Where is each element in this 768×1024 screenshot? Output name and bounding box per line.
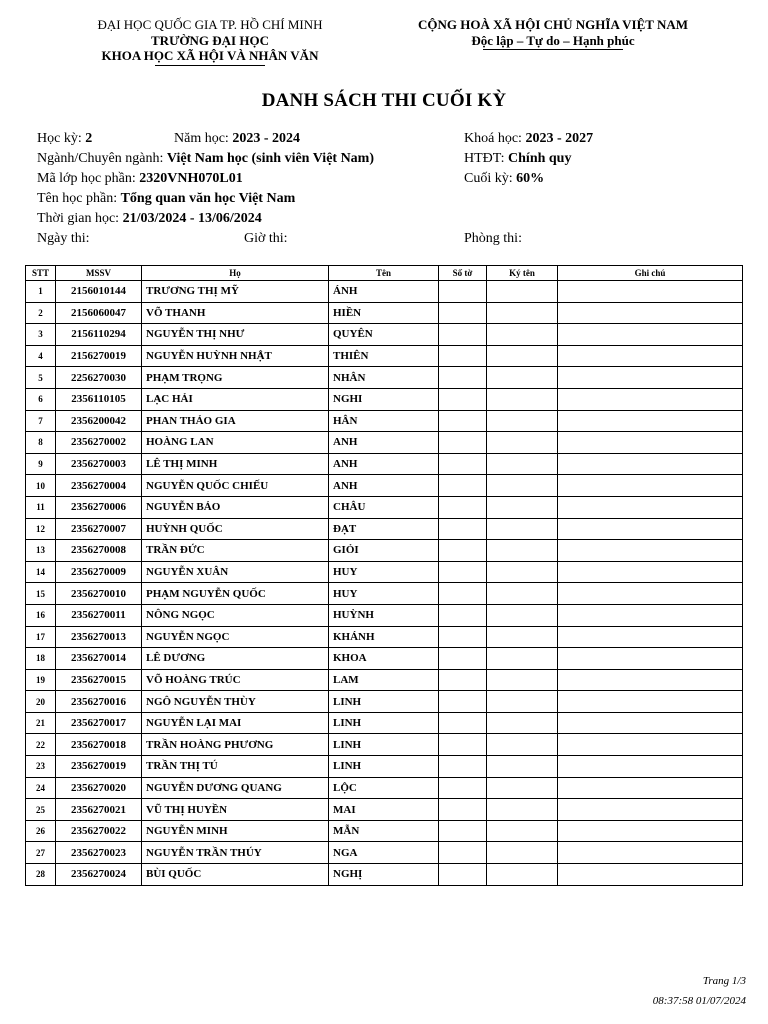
cell-ky-ten — [487, 604, 558, 626]
cell-ky-ten — [487, 540, 558, 562]
cell-ghi-chu — [558, 345, 743, 367]
cell-ho: VÕ THANH — [142, 302, 329, 324]
table-row — [26, 410, 743, 432]
cell-mssv: 2356270016 — [56, 691, 142, 713]
cell-ten: HUY — [329, 561, 439, 583]
cell-so-to — [439, 540, 487, 562]
cell-stt: 28 — [26, 864, 56, 886]
table-row — [26, 432, 743, 454]
cell-ho: TRẦN HOÀNG PHƯƠNG — [142, 734, 329, 756]
cell-ho: NÔNG NGỌC — [142, 604, 329, 626]
column-header-ky-ten: Ký tên — [487, 266, 558, 281]
cell-ky-ten — [487, 691, 558, 713]
table-row — [26, 453, 743, 475]
info-nganh: Ngành/Chuyên ngành: Việt Nam học (sinh viên Việt Nam) — [37, 151, 375, 166]
cell-so-to — [439, 345, 487, 367]
cell-stt: 26 — [26, 820, 56, 842]
column-header-mssv: MSSV — [56, 266, 142, 281]
cell-ky-ten — [487, 432, 558, 454]
cell-mssv: 2356110105 — [56, 388, 142, 410]
cell-ten: HIỀN — [329, 302, 439, 324]
cell-ghi-chu — [558, 410, 743, 432]
cell-mssv: 2156270019 — [56, 345, 142, 367]
cell-mssv: 2356270004 — [56, 475, 142, 497]
column-header-ghi-chu: Ghi chú — [558, 266, 743, 281]
cell-ghi-chu — [558, 518, 743, 540]
cell-ho: NGUYỄN NGỌC — [142, 626, 329, 648]
cell-ghi-chu — [558, 388, 743, 410]
cell-ghi-chu — [558, 540, 743, 562]
cell-mssv: 2356270022 — [56, 820, 142, 842]
cell-ho: NGUYỄN DƯƠNG QUANG — [142, 777, 329, 799]
cell-ten: HÂN — [329, 410, 439, 432]
cell-mssv: 2356270023 — [56, 842, 142, 864]
cell-ky-ten — [487, 756, 558, 778]
cell-ho: NGUYỄN LẠI MAI — [142, 712, 329, 734]
cell-stt: 2 — [26, 302, 56, 324]
cell-ky-ten — [487, 410, 558, 432]
cell-stt: 6 — [26, 388, 56, 410]
cell-ho: HOÀNG LAN — [142, 432, 329, 454]
cell-ghi-chu — [558, 799, 743, 821]
cell-so-to — [439, 302, 487, 324]
info-nam-hoc: Năm học: 2023 - 2024 — [174, 131, 300, 146]
cell-mssv: 2356270008 — [56, 540, 142, 562]
cell-ky-ten — [487, 842, 558, 864]
cell-so-to — [439, 734, 487, 756]
cell-ky-ten — [487, 648, 558, 670]
student-roster-table — [25, 265, 743, 886]
cell-ho: HUỲNH QUỐC — [142, 518, 329, 540]
cell-stt: 1 — [26, 281, 56, 303]
cell-ten: NGHI — [329, 388, 439, 410]
info-cuoi-ky: Cuối kỳ: 60% — [464, 171, 545, 186]
print-timestamp: 08:37:58 01/07/2024 — [652, 995, 746, 1007]
cell-ho: TRẦN THỊ TÚ — [142, 756, 329, 778]
cell-ky-ten — [487, 561, 558, 583]
cell-stt: 19 — [26, 669, 56, 691]
cell-ghi-chu — [558, 496, 743, 518]
cell-mssv: 2356270006 — [56, 496, 142, 518]
cell-mssv: 2256270030 — [56, 367, 142, 389]
table-row — [26, 648, 743, 670]
table-row — [26, 561, 743, 583]
cell-so-to — [439, 496, 487, 518]
cell-ky-ten — [487, 626, 558, 648]
cell-ten: LINH — [329, 712, 439, 734]
national-motto: Độc lập – Tự do – Hạnh phúc — [471, 32, 635, 48]
cell-ghi-chu — [558, 648, 743, 670]
cell-so-to — [439, 367, 487, 389]
cell-so-to — [439, 324, 487, 346]
column-header-stt: STT — [26, 266, 56, 281]
cell-ghi-chu — [558, 820, 743, 842]
cell-ten: MẪN — [329, 820, 439, 842]
cell-ky-ten — [487, 820, 558, 842]
cell-ghi-chu — [558, 864, 743, 886]
table-row — [26, 324, 743, 346]
cell-mssv: 2356270009 — [56, 561, 142, 583]
table-row — [26, 669, 743, 691]
cell-ten: LINH — [329, 756, 439, 778]
school-name: TRƯỜNG ĐẠI HỌC — [151, 32, 269, 48]
cell-mssv: 2356270019 — [56, 756, 142, 778]
cell-stt: 14 — [26, 561, 56, 583]
table-row — [26, 518, 743, 540]
cell-ghi-chu — [558, 281, 743, 303]
cell-ho: NGUYỄN THỊ NHƯ — [142, 324, 329, 346]
info-gio-thi: Giờ thi: — [244, 231, 288, 246]
cell-ky-ten — [487, 453, 558, 475]
cell-ky-ten — [487, 712, 558, 734]
table-row — [26, 777, 743, 799]
cell-mssv: 2356200042 — [56, 410, 142, 432]
cell-mssv: 2356270017 — [56, 712, 142, 734]
cell-so-to — [439, 432, 487, 454]
cell-ten: MAI — [329, 799, 439, 821]
cell-mssv: 2356270007 — [56, 518, 142, 540]
cell-mssv: 2356270021 — [56, 799, 142, 821]
cell-ho: PHẠM NGUYỄN QUỐC — [142, 583, 329, 605]
cell-stt: 17 — [26, 626, 56, 648]
cell-ho: NGÔ NGUYỄN THÙY — [142, 691, 329, 713]
cell-so-to — [439, 453, 487, 475]
cell-ho: BÙI QUỐC — [142, 864, 329, 886]
cell-mssv: 2156060047 — [56, 302, 142, 324]
table-row — [26, 799, 743, 821]
cell-ho: TRƯƠNG THỊ MỸ — [142, 281, 329, 303]
cell-so-to — [439, 820, 487, 842]
cell-mssv: 2356270015 — [56, 669, 142, 691]
cell-ho: NGUYỄN BẢO — [142, 496, 329, 518]
table-row — [26, 604, 743, 626]
cell-stt: 3 — [26, 324, 56, 346]
cell-so-to — [439, 626, 487, 648]
cell-ten: NGHỊ — [329, 864, 439, 886]
cell-so-to — [439, 864, 487, 886]
info-phong-thi: Phòng thi: — [464, 231, 522, 246]
page-number: Trang 1/3 — [702, 975, 746, 987]
cell-mssv: 2356270003 — [56, 453, 142, 475]
column-header-so-to: Số tờ — [439, 266, 487, 281]
table-row — [26, 712, 743, 734]
cell-ky-ten — [487, 799, 558, 821]
cell-ghi-chu — [558, 324, 743, 346]
cell-so-to — [439, 475, 487, 497]
info-ten-hp: Tên học phần: Tổng quan văn học Việt Nam — [37, 191, 296, 206]
cell-stt: 13 — [26, 540, 56, 562]
info-ma-lop: Mã lớp học phần: 2320VNH070L01 — [37, 171, 243, 186]
faculty-name: KHOA HỌC XÃ HỘI VÀ NHÂN VĂN — [101, 48, 319, 63]
cell-ten: ÁNH — [329, 281, 439, 303]
cell-so-to — [439, 518, 487, 540]
table-row — [26, 820, 743, 842]
cell-ky-ten — [487, 864, 558, 886]
table-row — [26, 302, 743, 324]
table-row — [26, 756, 743, 778]
table-row — [26, 345, 743, 367]
cell-ten: HUY — [329, 583, 439, 605]
cell-ghi-chu — [558, 475, 743, 497]
cell-ten: NHÂN — [329, 367, 439, 389]
document-title: DANH SÁCH THI CUỐI KỲ — [261, 90, 507, 111]
cell-so-to — [439, 777, 487, 799]
cell-ghi-chu — [558, 842, 743, 864]
cell-ky-ten — [487, 496, 558, 518]
cell-ky-ten — [487, 345, 558, 367]
cell-so-to — [439, 691, 487, 713]
cell-so-to — [439, 799, 487, 821]
cell-so-to — [439, 561, 487, 583]
cell-so-to — [439, 583, 487, 605]
cell-ky-ten — [487, 669, 558, 691]
cell-so-to — [439, 712, 487, 734]
cell-mssv: 2356270010 — [56, 583, 142, 605]
table-row — [26, 842, 743, 864]
cell-ghi-chu — [558, 453, 743, 475]
cell-stt: 22 — [26, 734, 56, 756]
cell-ky-ten — [487, 475, 558, 497]
cell-ho: PHAN THẢO GIA — [142, 410, 329, 432]
cell-ten: LINH — [329, 734, 439, 756]
cell-ten: KHÁNH — [329, 626, 439, 648]
cell-ho: NGUYỄN MINH — [142, 820, 329, 842]
cell-mssv: 2356270024 — [56, 864, 142, 886]
cell-ghi-chu — [558, 561, 743, 583]
cell-so-to — [439, 604, 487, 626]
cell-ten: LINH — [329, 691, 439, 713]
cell-ky-ten — [487, 734, 558, 756]
cell-ten: QUYÊN — [329, 324, 439, 346]
cell-stt: 25 — [26, 799, 56, 821]
cell-so-to — [439, 842, 487, 864]
cell-stt: 18 — [26, 648, 56, 670]
cell-stt: 27 — [26, 842, 56, 864]
cell-stt: 21 — [26, 712, 56, 734]
cell-stt: 9 — [26, 453, 56, 475]
cell-ghi-chu — [558, 302, 743, 324]
cell-ky-ten — [487, 518, 558, 540]
cell-stt: 15 — [26, 583, 56, 605]
cell-stt: 7 — [26, 410, 56, 432]
info-htdt: HTĐT: Chính quy — [464, 151, 572, 166]
table-row — [26, 864, 743, 886]
cell-ky-ten — [487, 583, 558, 605]
country-name: CỘNG HOÀ XÃ HỘI CHỦ NGHĨA VIỆT NAM — [417, 17, 689, 32]
cell-ghi-chu — [558, 756, 743, 778]
cell-ten: LAM — [329, 669, 439, 691]
cell-ghi-chu — [558, 712, 743, 734]
cell-stt: 5 — [26, 367, 56, 389]
cell-ten: THIÊN — [329, 345, 439, 367]
cell-ky-ten — [487, 388, 558, 410]
cell-ten: ANH — [329, 432, 439, 454]
university-name: ĐẠI HỌC QUỐC GIA TP. HỒ CHÍ MINH — [97, 17, 323, 32]
cell-stt: 24 — [26, 777, 56, 799]
cell-so-to — [439, 648, 487, 670]
cell-ten: CHÂU — [329, 496, 439, 518]
cell-so-to — [439, 388, 487, 410]
cell-so-to — [439, 669, 487, 691]
cell-ghi-chu — [558, 583, 743, 605]
cell-stt: 20 — [26, 691, 56, 713]
cell-ten: ĐẠT — [329, 518, 439, 540]
cell-ho: LÊ THỊ MINH — [142, 453, 329, 475]
cell-ghi-chu — [558, 777, 743, 799]
header-right — [398, 17, 708, 50]
table-row — [26, 540, 743, 562]
cell-ho: LẠC HẢI — [142, 388, 329, 410]
table-row — [26, 583, 743, 605]
cell-stt: 8 — [26, 432, 56, 454]
cell-so-to — [439, 281, 487, 303]
table-row — [26, 496, 743, 518]
table-row — [26, 281, 743, 303]
cell-ho: NGUYỄN XUÂN — [142, 561, 329, 583]
cell-ten: GIỎI — [329, 540, 439, 562]
cell-so-to — [439, 410, 487, 432]
cell-stt: 16 — [26, 604, 56, 626]
cell-stt: 10 — [26, 475, 56, 497]
cell-ho: PHẠM TRỌNG — [142, 367, 329, 389]
cell-ho: NGUYỄN QUỐC CHIẾU — [142, 475, 329, 497]
header-left — [60, 17, 360, 66]
table-body — [26, 281, 743, 886]
cell-ghi-chu — [558, 626, 743, 648]
cell-mssv: 2156110294 — [56, 324, 142, 346]
table-header-row — [26, 266, 743, 281]
cell-ghi-chu — [558, 691, 743, 713]
info-hoc-ky: Học kỳ: 2 — [37, 131, 93, 146]
column-header-ho: Họ — [142, 266, 329, 281]
cell-ky-ten — [487, 367, 558, 389]
info-thoi-gian: Thời gian học: 21/03/2024 - 13/06/2024 — [37, 211, 262, 226]
table-row — [26, 734, 743, 756]
info-ngay-thi: Ngày thi: — [37, 231, 90, 246]
cell-ten: ANH — [329, 475, 439, 497]
cell-ho: NGUYỄN TRẦN THÚY — [142, 842, 329, 864]
cell-ghi-chu — [558, 604, 743, 626]
cell-ho: TRẦN ĐỨC — [142, 540, 329, 562]
cell-ky-ten — [487, 281, 558, 303]
cell-ky-ten — [487, 302, 558, 324]
cell-ghi-chu — [558, 432, 743, 454]
cell-ho: VÕ HOÀNG TRÚC — [142, 669, 329, 691]
cell-mssv: 2356270014 — [56, 648, 142, 670]
cell-ten: KHOA — [329, 648, 439, 670]
cell-ky-ten — [487, 777, 558, 799]
table-row — [26, 475, 743, 497]
cell-stt: 12 — [26, 518, 56, 540]
info-khoa-hoc: Khoá học: 2023 - 2027 — [464, 131, 594, 146]
cell-ho: LÊ DƯƠNG — [142, 648, 329, 670]
cell-stt: 4 — [26, 345, 56, 367]
cell-mssv: 2356270020 — [56, 777, 142, 799]
header-left-underline — [155, 65, 265, 66]
table-row — [26, 626, 743, 648]
cell-ghi-chu — [558, 669, 743, 691]
cell-ghi-chu — [558, 734, 743, 756]
cell-so-to — [439, 756, 487, 778]
column-header-ten: Tên — [329, 266, 439, 281]
header-right-underline — [483, 49, 623, 50]
cell-ho: VŨ THỊ HUYỀN — [142, 799, 329, 821]
cell-ten: ANH — [329, 453, 439, 475]
cell-stt: 23 — [26, 756, 56, 778]
cell-ten: LỘC — [329, 777, 439, 799]
cell-ten: NGA — [329, 842, 439, 864]
cell-ghi-chu — [558, 367, 743, 389]
cell-mssv: 2156010144 — [56, 281, 142, 303]
cell-mssv: 2356270011 — [56, 604, 142, 626]
table-row — [26, 691, 743, 713]
cell-mssv: 2356270013 — [56, 626, 142, 648]
cell-stt: 11 — [26, 496, 56, 518]
cell-mssv: 2356270018 — [56, 734, 142, 756]
cell-ky-ten — [487, 324, 558, 346]
cell-ho: NGUYỄN HUỲNH NHẬT — [142, 345, 329, 367]
cell-ten: HUỲNH — [329, 604, 439, 626]
table-row — [26, 388, 743, 410]
table-row — [26, 367, 743, 389]
cell-mssv: 2356270002 — [56, 432, 142, 454]
